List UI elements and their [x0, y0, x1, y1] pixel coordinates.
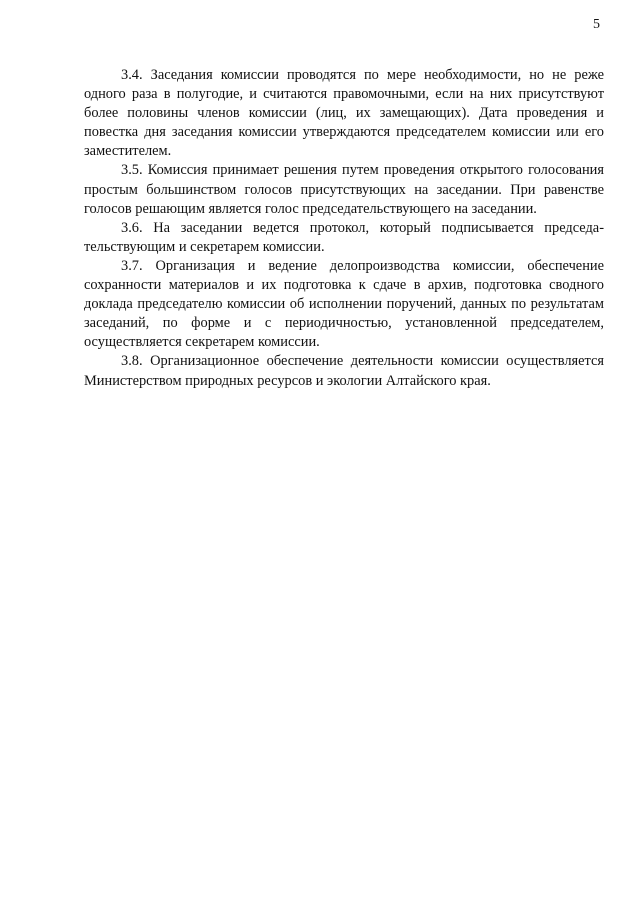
page-number: 5 [593, 17, 600, 32]
paragraph-3-8: 3.8. Организационное обеспечение деятельности комиссии осуществляется Министерством природных ресурсов и экологии Алтайского края. [84, 353, 604, 389]
paragraph-3-7: 3.7. Организация и ведение делопроизводства комиссии, обеспечение сохранности материалов и их подготовка к сдаче в архив, подготовка сводного доклада председателю комиссии об исполнении поручений, данных по результатам заседаний, по форме и с периодичностью, установленной председателем, осуществляется секретарем комиссии. [84, 257, 604, 351]
paragraph-3-5: 3.5. Комиссия принимает решения путем проведения открытого голосования простым большинством голосов присутствующих на заседании. При равенстве голосов решающим является голос председательствующего на заседании. [84, 162, 604, 217]
document-body [84, 66, 604, 391]
paragraph-3-4: 3.4. Заседания комиссии проводятся по мере необходимости, но не реже одного раза в полугодие, и считаются правомочными, если на них присутствуют более половины членов комиссии (лиц, их замещающих). Дата проведения и повестка дня заседания комиссии утверждаются председателем комиссии или его заместителем. [84, 67, 604, 160]
paragraph-3-6: 3.6. На заседании ведется протокол, который подписывается председательствующим и секретарем комиссии. [84, 219, 604, 255]
